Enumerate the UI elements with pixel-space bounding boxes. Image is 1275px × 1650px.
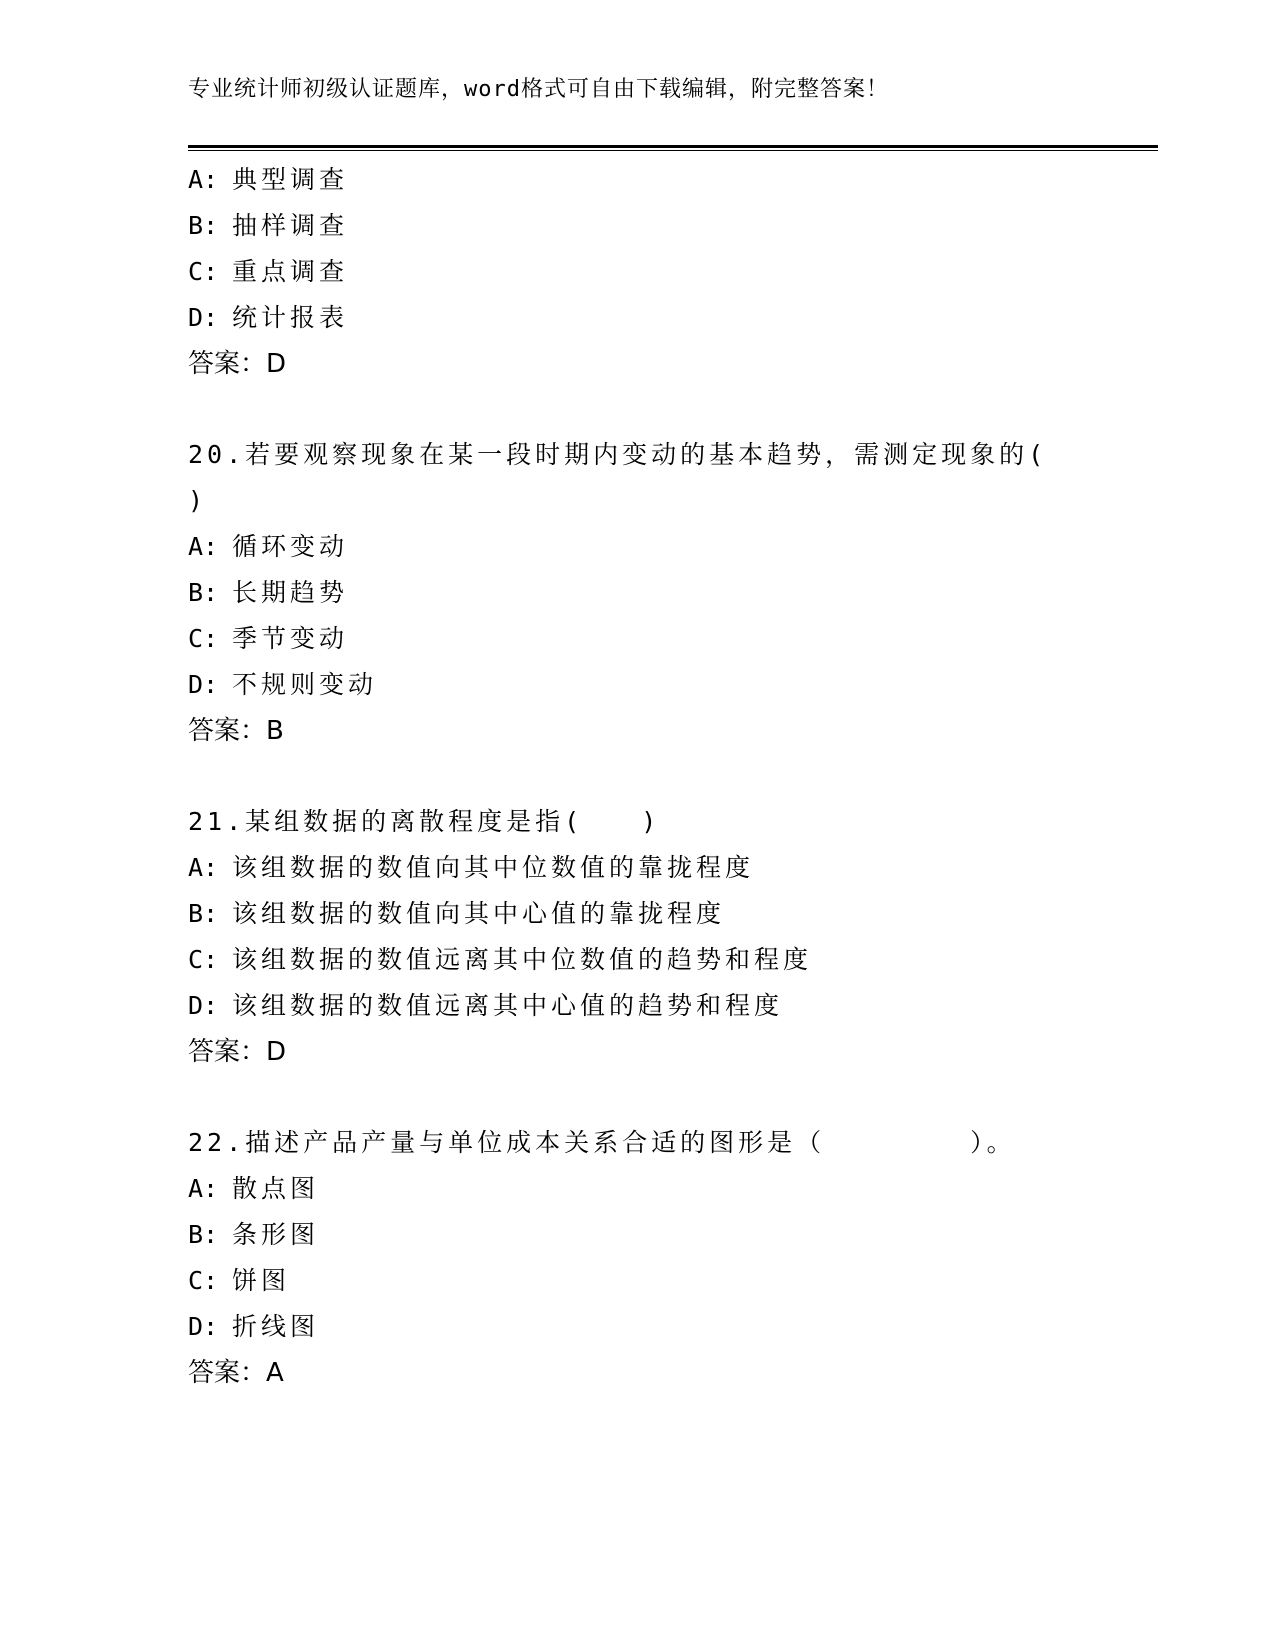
option-text: 该组数据的数值向其中位数值的靠拢程度 xyxy=(232,853,755,882)
option-c xyxy=(188,249,1158,295)
option-text: 折线图 xyxy=(232,1312,320,1341)
option-c xyxy=(188,937,1158,983)
answer: 答案：D xyxy=(188,349,287,379)
option-label: A: xyxy=(188,1174,219,1203)
option-text: 循环变动 xyxy=(232,532,349,561)
option-text: 季节变动 xyxy=(232,624,349,653)
question-22-block xyxy=(188,1120,1158,1396)
option-d xyxy=(188,662,1158,708)
option-b xyxy=(188,203,1158,249)
option-a xyxy=(188,845,1158,891)
spacer xyxy=(188,1075,1158,1120)
option-c xyxy=(188,1258,1158,1304)
option-text: 该组数据的数值远离其中位数值的趋势和程度 xyxy=(232,945,813,974)
option-text: 不规则变动 xyxy=(232,670,378,699)
option-label: B: xyxy=(188,899,219,928)
option-text: 该组数据的数值向其中心值的靠拢程度 xyxy=(232,899,726,928)
option-label: A: xyxy=(188,532,219,561)
question-text: 21.某组数据的离散程度是指( ) xyxy=(188,807,661,836)
spacer xyxy=(188,754,1158,799)
option-a xyxy=(188,157,1158,203)
question-text-continued: ) xyxy=(188,486,208,515)
question-text: 22.描述产品产量与单位成本关系合适的图形是（ ）。 xyxy=(188,1128,1016,1157)
option-text: 散点图 xyxy=(232,1174,320,1203)
option-c xyxy=(188,616,1158,662)
option-text: 饼图 xyxy=(232,1266,291,1295)
option-label: C: xyxy=(188,624,219,653)
header-rule-thick xyxy=(188,145,1158,148)
page-header: 专业统计师初级认证题库，word格式可自由下载编辑，附完整答案！ xyxy=(188,77,889,102)
option-b xyxy=(188,1212,1158,1258)
option-a xyxy=(188,1166,1158,1212)
answer: 答案：B xyxy=(188,716,284,746)
option-text: 重点调查 xyxy=(232,257,349,286)
option-d xyxy=(188,1304,1158,1350)
option-text: 统计报表 xyxy=(232,303,349,332)
option-b xyxy=(188,891,1158,937)
option-label: B: xyxy=(188,211,219,240)
question-text: 20.若要观察现象在某一段时期内变动的基本趋势，需测定现象的( xyxy=(188,440,1048,469)
option-label: B: xyxy=(188,578,219,607)
option-label: A: xyxy=(188,853,219,882)
question-19-block xyxy=(188,157,1158,387)
option-label: B: xyxy=(188,1220,219,1249)
question-21-block xyxy=(188,799,1158,1075)
question-content xyxy=(188,157,1158,1396)
option-label: D: xyxy=(188,1312,219,1341)
option-text: 条形图 xyxy=(232,1220,320,1249)
answer: 答案：D xyxy=(188,1037,287,1067)
option-label: D: xyxy=(188,670,219,699)
option-label: C: xyxy=(188,1266,219,1295)
option-d xyxy=(188,295,1158,341)
option-label: D: xyxy=(188,991,219,1020)
option-b xyxy=(188,570,1158,616)
header-rule-thin xyxy=(188,150,1158,151)
option-a xyxy=(188,524,1158,570)
option-label: C: xyxy=(188,257,219,286)
option-label: D: xyxy=(188,303,219,332)
option-label: A: xyxy=(188,165,219,194)
option-d xyxy=(188,983,1158,1029)
spacer xyxy=(188,387,1158,432)
option-text: 典型调查 xyxy=(232,165,349,194)
option-text: 该组数据的数值远离其中心值的趋势和程度 xyxy=(232,991,784,1020)
option-text: 长期趋势 xyxy=(232,578,349,607)
option-label: C: xyxy=(188,945,219,974)
question-20-block xyxy=(188,432,1158,754)
answer: 答案：A xyxy=(188,1358,284,1388)
option-text: 抽样调查 xyxy=(232,211,349,240)
